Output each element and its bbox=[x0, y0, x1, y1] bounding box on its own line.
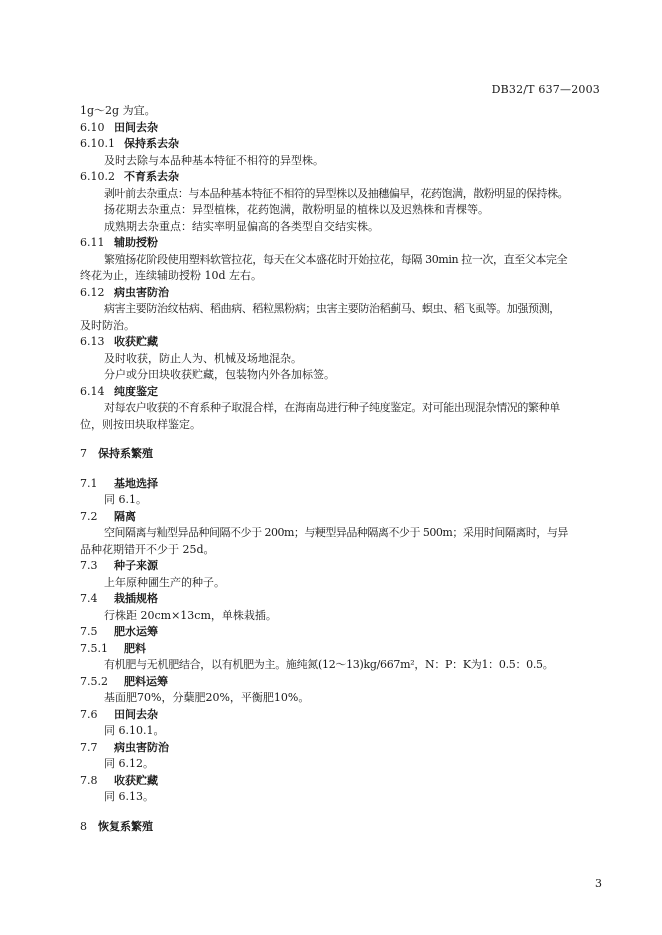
page-number: 3 bbox=[595, 877, 602, 890]
chapter-title: 恢复系繁殖 bbox=[98, 819, 153, 833]
section-heading bbox=[80, 510, 600, 527]
section-title: 隔离 bbox=[114, 509, 136, 523]
section-heading bbox=[80, 477, 600, 494]
body-text: 分户或分田块收获贮藏，包装物内外各加标签。 bbox=[104, 368, 335, 381]
subsection-heading bbox=[80, 170, 600, 187]
body-text: 繁殖扬花阶段使用塑料软管拉花，每天在父本盛花时开始拉花，每隔 30min 拉一次，直至父本完全 bbox=[104, 252, 568, 266]
body-text: 上年原种圃生产的种子。 bbox=[104, 575, 225, 589]
section-number: 6.11 bbox=[80, 236, 105, 249]
section-title: 肥料 bbox=[124, 641, 146, 655]
section-number: 6.12 bbox=[80, 285, 105, 299]
body-text: 同 6.10.1。 bbox=[104, 724, 165, 737]
section-number: 6.10.1 bbox=[80, 137, 115, 150]
section-heading bbox=[80, 559, 600, 576]
section-number: 7.5.2 bbox=[80, 674, 108, 688]
chapter-number: 7 bbox=[80, 447, 87, 460]
section-title: 纯度鉴定 bbox=[114, 384, 158, 398]
section-number: 6.10.2 bbox=[80, 170, 115, 183]
section-number: 7.1 bbox=[80, 476, 98, 490]
section-title: 田间去杂 bbox=[114, 120, 158, 134]
section-number: 6.10 bbox=[80, 120, 105, 134]
subsection-heading bbox=[80, 137, 600, 154]
section-title: 不育系去杂 bbox=[124, 170, 179, 183]
section-title: 肥水运筹 bbox=[114, 625, 158, 638]
section-number: 7.5.1 bbox=[80, 641, 108, 655]
body-text: 对每农户收获的不育系种子取混合样，在海南岛进行种子纯度鉴定。对可能出现混杂情况的繁种单 bbox=[104, 401, 560, 414]
section-title: 种子来源 bbox=[114, 559, 158, 572]
section-title: 收获贮藏 bbox=[114, 773, 158, 787]
section-number: 6.13 bbox=[80, 335, 105, 348]
section-heading bbox=[80, 385, 600, 402]
body-text: 有机肥与无机肥结合，以有机肥为主。施纯氮(12～13)kg/667m²，N：P：K为1：0.5：0.5。 bbox=[104, 658, 554, 671]
body-text: 病害主要防治纹枯病、稻曲病、稻粒黑粉病；虫害主要防治稻蓟马、螟虫、稻飞虱等。加强预测， bbox=[104, 302, 560, 315]
section-title: 基地选择 bbox=[114, 476, 158, 490]
body-text: 行株距 20cm×13cm，单株栽插。 bbox=[104, 608, 277, 622]
section-number: 7.6 bbox=[80, 707, 98, 721]
body-text: 品种花期错开不少于 25d。 bbox=[80, 542, 215, 556]
section-number: 7.3 bbox=[80, 559, 98, 572]
section-number: 7.8 bbox=[80, 773, 98, 787]
body-text: 空间隔离与籼型异品种间隔不少于 200m；与粳型异品种隔离不少于 500m；采用时间隔离时，与异 bbox=[104, 526, 568, 539]
chapter-heading bbox=[80, 447, 600, 464]
section-title: 田间去杂 bbox=[114, 707, 158, 721]
section-title: 收获贮藏 bbox=[114, 335, 158, 348]
section-heading bbox=[80, 335, 600, 352]
section-title: 辅助授粉 bbox=[114, 236, 158, 249]
body-text: 扬花期去杂重点：异型植株，花药饱满，散粉明显的植株以及迟熟株和青棵等。 bbox=[104, 203, 489, 216]
section-heading bbox=[80, 592, 600, 609]
section-heading bbox=[80, 236, 600, 253]
section-title: 病虫害防治 bbox=[114, 740, 169, 754]
body-text: 及时收获，防止人为、机械及场地混杂。 bbox=[104, 351, 302, 365]
section-title: 病虫害防治 bbox=[114, 285, 169, 299]
body-text: 基面肥70%，分蘖肥20%，平衡肥10%。 bbox=[104, 691, 310, 704]
section-heading bbox=[80, 121, 600, 138]
chapter-heading bbox=[80, 820, 600, 837]
section-number: 7.4 bbox=[80, 592, 98, 605]
subsection-heading bbox=[80, 675, 600, 692]
body-text: 及时防治。 bbox=[80, 318, 135, 332]
subsection-heading bbox=[80, 642, 600, 659]
section-number: 7.7 bbox=[80, 740, 98, 754]
body-text: 同 6.1。 bbox=[104, 493, 147, 506]
section-heading bbox=[80, 625, 600, 642]
body-text: 1g～2g 为宜。 bbox=[80, 104, 156, 117]
section-heading bbox=[80, 286, 600, 303]
chapter-number: 8 bbox=[80, 819, 87, 833]
body-text: 终花为止，连续辅助授粉 10d 左右。 bbox=[80, 269, 263, 282]
section-heading bbox=[80, 774, 600, 791]
section-title: 栽插规格 bbox=[114, 592, 158, 605]
section-heading bbox=[80, 741, 600, 758]
document-body bbox=[80, 104, 600, 836]
section-number: 7.2 bbox=[80, 509, 98, 523]
section-number: 7.5 bbox=[80, 625, 98, 638]
section-title: 肥料运筹 bbox=[124, 674, 168, 688]
section-heading bbox=[80, 708, 600, 725]
standard-code: DB32/T 637—2003 bbox=[491, 83, 600, 96]
body-text: 成熟期去杂重点：结实率明显偏高的各类型自交结实株。 bbox=[104, 219, 379, 233]
body-text: 位，则按田块取样鉴定。 bbox=[80, 417, 201, 431]
body-text: 同 6.13。 bbox=[104, 790, 154, 803]
body-text: 及时去除与本品种基本特征不相符的异型株。 bbox=[104, 153, 324, 167]
chapter-title: 保持系繁殖 bbox=[98, 447, 153, 460]
section-number: 6.14 bbox=[80, 384, 105, 398]
section-title: 保持系去杂 bbox=[124, 137, 179, 150]
body-text: 剥叶前去杂重点：与本品种基本特征不相符的异型株以及抽穗偏早，花药饱满，散粉明显的保持株。 bbox=[104, 186, 569, 200]
body-text: 同 6.12。 bbox=[104, 757, 154, 770]
